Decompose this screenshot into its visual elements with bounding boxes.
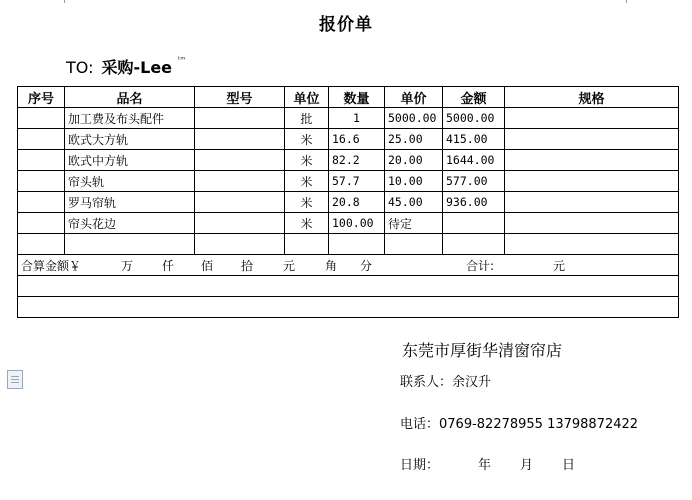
date-label: 日期： — [400, 458, 440, 473]
cell-unit: 米 — [285, 213, 329, 234]
cell-product: 欧式大方轨 — [65, 129, 195, 150]
cell-spec — [505, 192, 679, 213]
cell-spec — [505, 129, 679, 150]
blank-row — [18, 276, 679, 297]
cell-spec — [505, 171, 679, 192]
col-header-index: 序号 — [18, 87, 65, 108]
table-row-empty — [18, 234, 679, 255]
recipient-mark: ᵗᵐ — [178, 55, 186, 64]
to-label: TO: — [66, 58, 94, 77]
date-line — [400, 454, 575, 473]
table-header-row — [18, 87, 679, 108]
recipient-name: 采购-Lee — [101, 58, 173, 77]
cell-unit-price: 待定 — [385, 213, 443, 234]
total-amount-label: 合算金额￥ — [21, 258, 82, 273]
cell-unit-price — [385, 234, 443, 255]
date-month: 月 — [520, 458, 534, 473]
cell-unit: 米 — [285, 192, 329, 213]
cell-unit: 米 — [285, 129, 329, 150]
cell-product: 帘头轨 — [65, 171, 195, 192]
grand-total-unit: 元 — [553, 258, 566, 273]
cell-amount: 1644.00 — [443, 150, 505, 171]
col-header-spec: 规格 — [505, 87, 679, 108]
amount-unit-qian: 仟 — [162, 258, 175, 273]
col-header-amount: 金额 — [443, 87, 505, 108]
col-header-model: 型号 — [195, 87, 285, 108]
cell-unit: 米 — [285, 150, 329, 171]
cell-index — [18, 129, 65, 150]
col-header-product: 品名 — [65, 87, 195, 108]
cell-spec — [505, 150, 679, 171]
cell-quantity — [329, 234, 385, 255]
blank-cell — [18, 297, 679, 318]
cell-model — [195, 108, 285, 129]
cell-unit-price: 10.00 — [385, 171, 443, 192]
cell-model — [195, 192, 285, 213]
cell-index — [18, 108, 65, 129]
cell-spec — [505, 213, 679, 234]
cell-spec — [505, 234, 679, 255]
cell-product: 帘头花边 — [65, 213, 195, 234]
recipient-line — [66, 55, 185, 78]
cell-unit-price: 5000.00 — [385, 108, 443, 129]
amount-unit-fen: 分 — [360, 258, 373, 273]
page-corner-mark — [626, 0, 627, 3]
table-row — [18, 213, 679, 234]
cell-unit — [285, 234, 329, 255]
amount-unit-wan: 万 — [121, 258, 134, 273]
cell-amount: 415.00 — [443, 129, 505, 150]
col-header-quantity: 数量 — [329, 87, 385, 108]
blank-row — [18, 297, 679, 318]
cell-quantity: 20.8 — [329, 192, 385, 213]
cell-quantity: 1 — [329, 108, 385, 129]
amount-unit-shi: 拾 — [241, 258, 254, 273]
cell-index — [18, 150, 65, 171]
date-year: 年 — [478, 458, 492, 473]
quotation-table — [17, 86, 679, 318]
grand-total-label: 合计: — [466, 258, 495, 273]
cell-unit-price: 20.00 — [385, 150, 443, 171]
table-row — [18, 129, 679, 150]
cell-amount: 577.00 — [443, 171, 505, 192]
cell-model — [195, 213, 285, 234]
document-icon — [7, 370, 23, 389]
cell-amount: 936.00 — [443, 192, 505, 213]
table-row — [18, 192, 679, 213]
cell-index — [18, 213, 65, 234]
page-corner-mark — [64, 0, 65, 3]
amount-unit-yuan: 元 — [283, 258, 296, 273]
cell-amount — [443, 234, 505, 255]
cell-spec — [505, 108, 679, 129]
cell-index — [18, 234, 65, 255]
blank-cell — [18, 276, 679, 297]
total-amount-cell — [18, 255, 679, 276]
cell-unit-price: 45.00 — [385, 192, 443, 213]
cell-unit-price: 25.00 — [385, 129, 443, 150]
phone-numbers: 电话：0769-82278955 13798872422 — [400, 417, 639, 432]
cell-index — [18, 171, 65, 192]
contact-person: 联系人：余汉升 — [400, 375, 492, 390]
cell-model — [195, 171, 285, 192]
total-amount-row — [18, 255, 679, 276]
cell-unit: 米 — [285, 171, 329, 192]
page-title: 报价单 — [319, 15, 373, 35]
cell-product: 欧式中方轨 — [65, 150, 195, 171]
table-row — [18, 171, 679, 192]
cell-quantity: 57.7 — [329, 171, 385, 192]
cell-product: 罗马帘轨 — [65, 192, 195, 213]
cell-model — [195, 129, 285, 150]
col-header-unit-price: 单价 — [385, 87, 443, 108]
cell-model — [195, 150, 285, 171]
date-day: 日 — [562, 458, 576, 473]
amount-unit-bai: 佰 — [201, 258, 214, 273]
cell-quantity: 16.6 — [329, 129, 385, 150]
cell-unit: 批 — [285, 108, 329, 129]
cell-quantity: 82.2 — [329, 150, 385, 171]
cell-product — [65, 234, 195, 255]
cell-product: 加工费及布头配件 — [65, 108, 195, 129]
cell-quantity: 100.00 — [329, 213, 385, 234]
amount-unit-jiao: 角 — [325, 258, 338, 273]
cell-model — [195, 234, 285, 255]
table-row — [18, 150, 679, 171]
cell-amount — [443, 213, 505, 234]
cell-index — [18, 192, 65, 213]
table-row — [18, 108, 679, 129]
col-header-unit: 单位 — [285, 87, 329, 108]
shop-name: 东莞市厚街华清窗帘店 — [402, 341, 563, 360]
cell-amount: 5000.00 — [443, 108, 505, 129]
